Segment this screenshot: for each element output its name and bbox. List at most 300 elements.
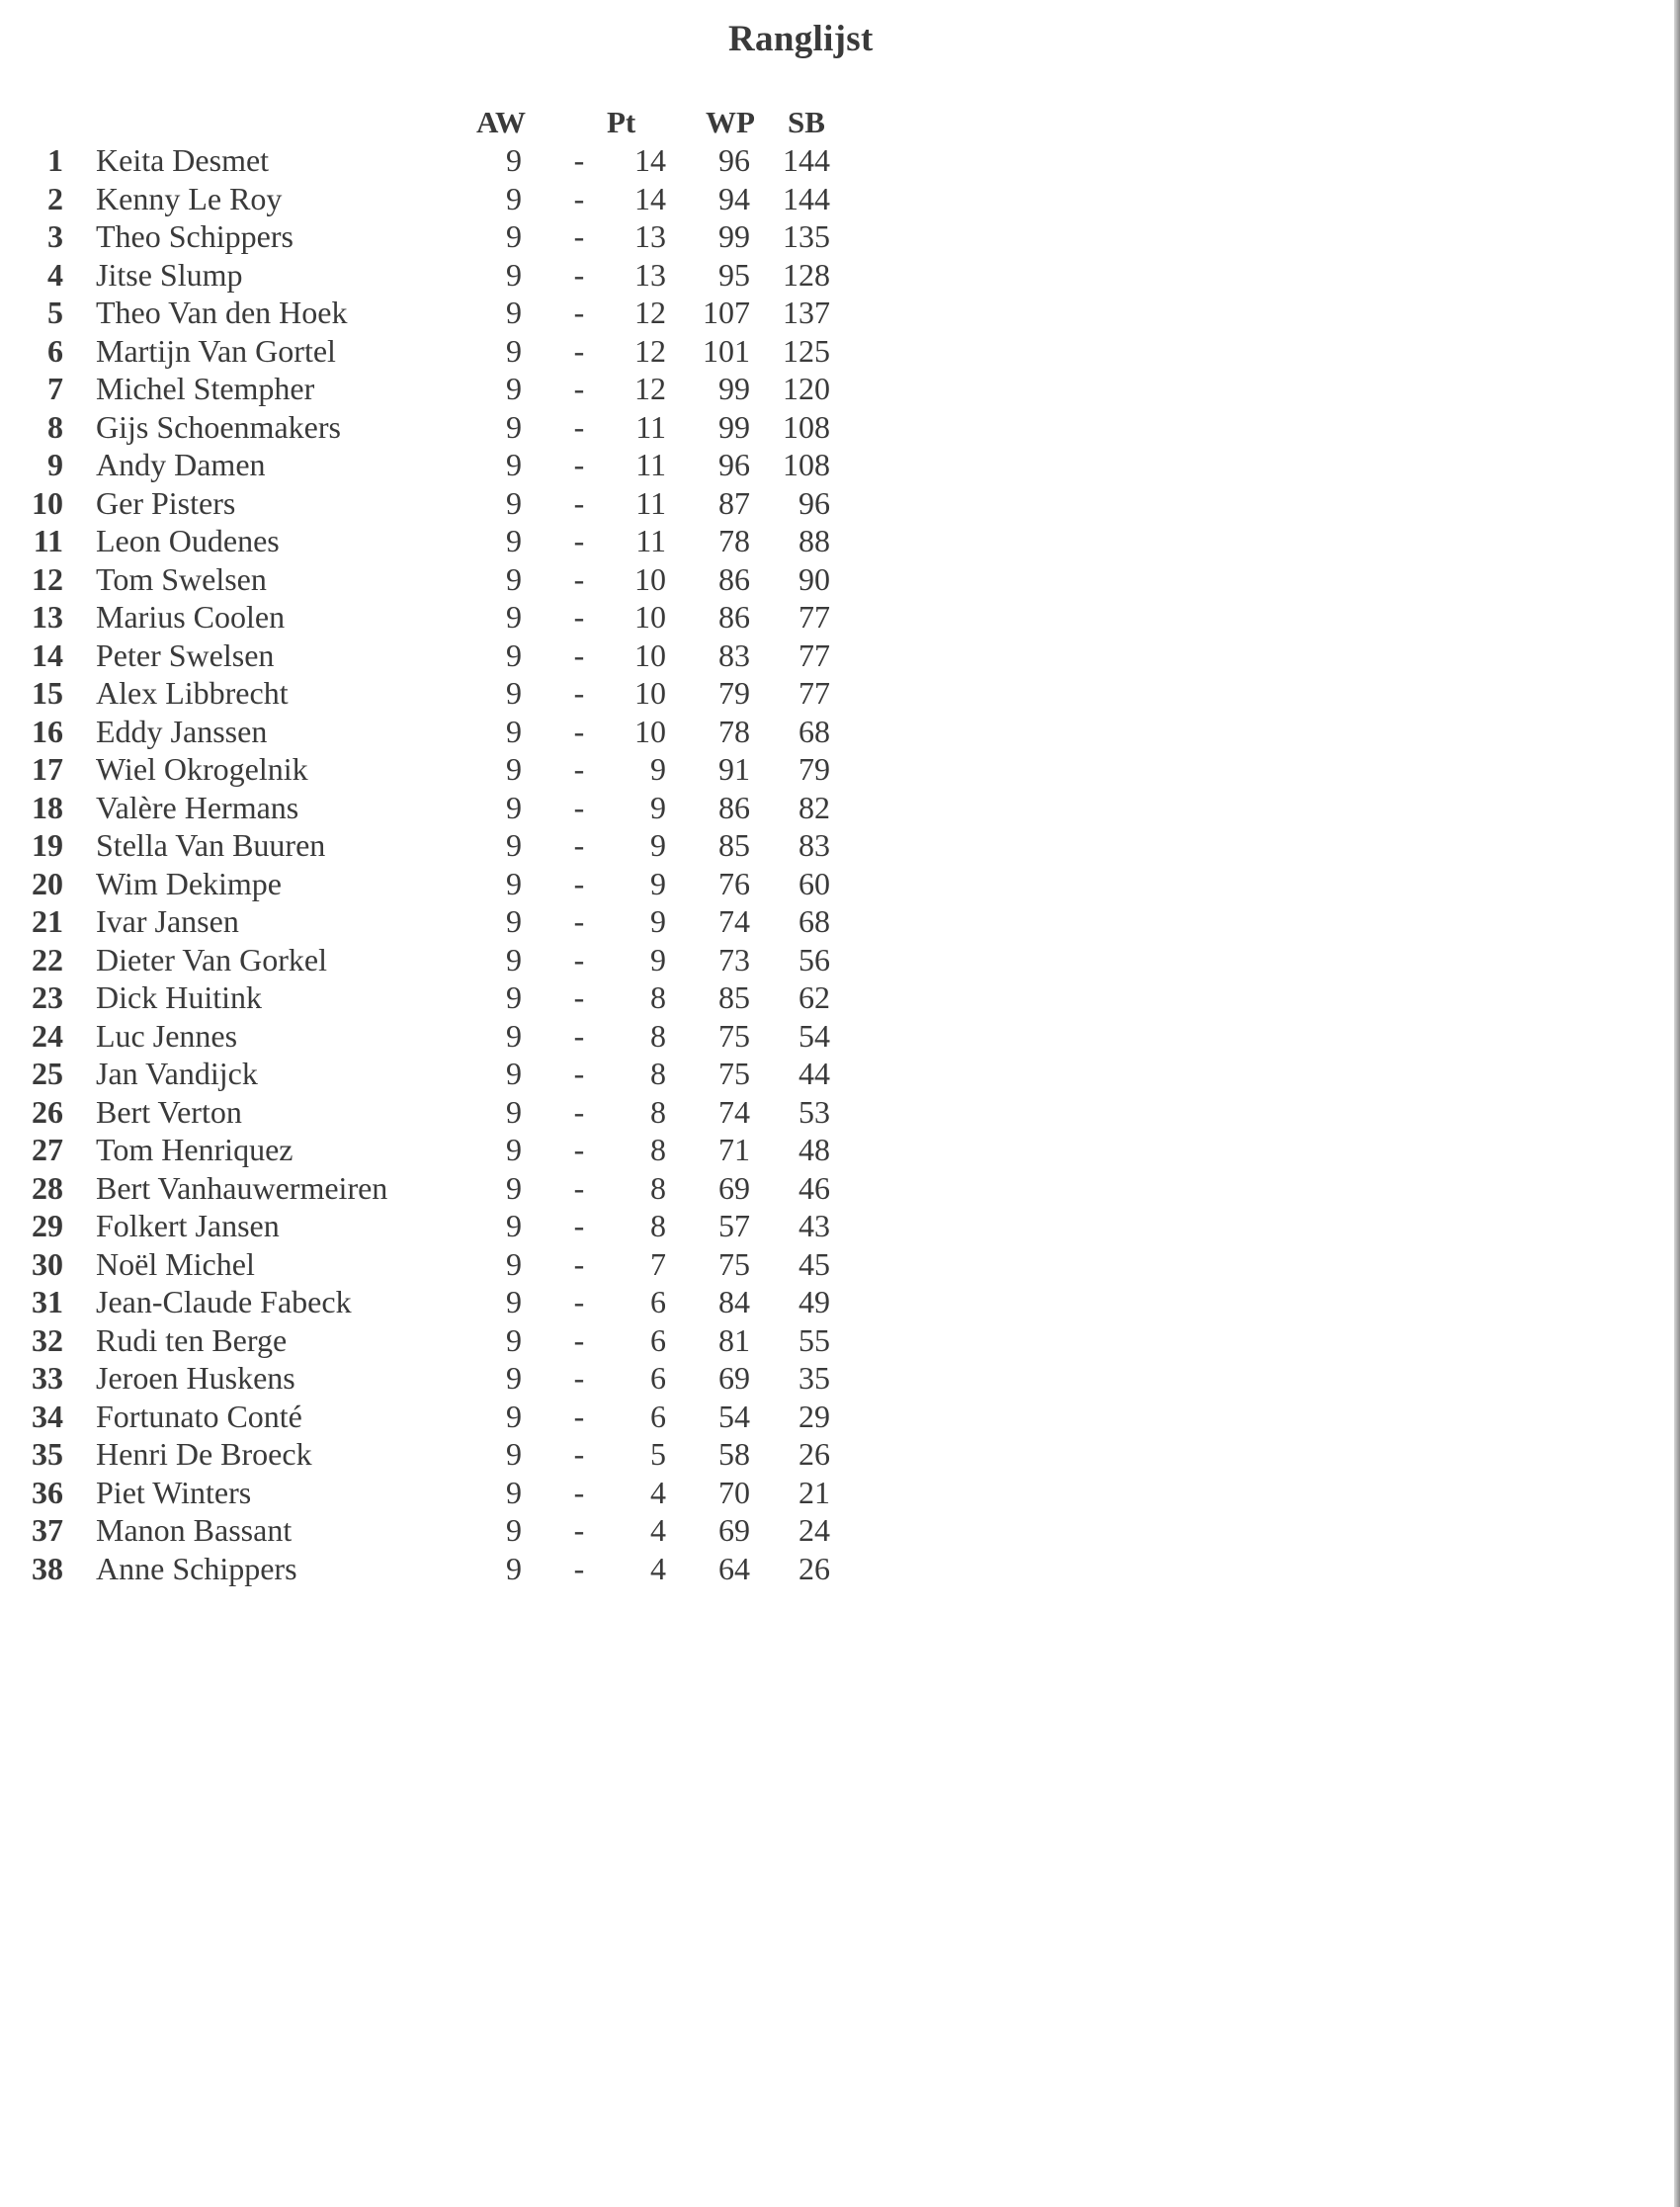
rank-cell: 30	[32, 1245, 63, 1282]
separator-dash: -	[573, 941, 585, 977]
rank-cell: 27	[32, 1132, 63, 1167]
player-name: Jan Vandijck	[96, 1056, 258, 1091]
rank-cell: 25	[32, 1056, 63, 1091]
wp-cell: 101	[703, 332, 750, 369]
pt-cell: 12	[634, 295, 666, 330]
sb-cell: 108	[783, 408, 830, 445]
table-row	[0, 370, 889, 408]
player-name: Eddy Janssen	[96, 713, 268, 749]
table-row	[0, 1093, 889, 1132]
sb-cell: 128	[783, 256, 830, 293]
separator-dash: -	[573, 637, 585, 673]
wp-cell: 78	[718, 713, 750, 749]
sb-cell: 43	[798, 1208, 830, 1243]
table-row	[0, 674, 889, 713]
aw-cell: 9	[506, 1132, 522, 1167]
table-row	[0, 789, 889, 827]
aw-cell: 9	[506, 751, 522, 787]
aw-cell: 9	[506, 1436, 522, 1472]
sb-cell: 29	[798, 1398, 830, 1434]
table-row	[0, 141, 889, 180]
rank-cell: 17	[32, 751, 63, 787]
pt-cell: 8	[650, 1169, 666, 1206]
wp-cell: 76	[718, 865, 750, 901]
wp-cell: 99	[718, 408, 750, 445]
pt-cell: 8	[650, 1093, 666, 1130]
aw-cell: 9	[506, 1321, 522, 1358]
aw-cell: 9	[506, 599, 522, 635]
pt-cell: 10	[634, 599, 666, 635]
rank-cell: 24	[32, 1017, 63, 1054]
player-name: Theo Schippers	[96, 218, 294, 254]
rank-cell: 26	[32, 1093, 63, 1130]
pt-cell: 8	[650, 1208, 666, 1243]
rank-cell: 6	[47, 332, 63, 369]
sb-cell: 56	[798, 941, 830, 977]
aw-cell: 9	[506, 295, 522, 330]
sb-cell: 53	[798, 1093, 830, 1130]
rank-cell: 10	[32, 484, 63, 521]
player-name: Gijs Schoenmakers	[96, 408, 341, 445]
sb-cell: 90	[798, 560, 830, 597]
sb-cell: 68	[798, 903, 830, 939]
aw-cell: 9	[506, 941, 522, 977]
rank-cell: 1	[47, 142, 63, 178]
wp-cell: 91	[718, 751, 750, 787]
player-name: Jeroen Huskens	[96, 1360, 295, 1396]
wp-cell: 86	[718, 560, 750, 597]
wp-cell: 71	[718, 1132, 750, 1167]
aw-cell: 9	[506, 827, 522, 863]
aw-cell: 9	[506, 1550, 522, 1586]
rank-cell: 34	[32, 1398, 63, 1434]
aw-cell: 9	[506, 1398, 522, 1434]
wp-cell: 84	[718, 1284, 750, 1319]
pt-cell: 6	[650, 1398, 666, 1434]
wp-cell: 75	[718, 1056, 750, 1091]
sb-cell: 77	[798, 599, 830, 635]
player-name: Andy Damen	[96, 447, 266, 482]
aw-cell: 9	[506, 865, 522, 901]
player-name: Valère Hermans	[96, 789, 299, 825]
separator-dash: -	[573, 332, 585, 369]
aw-cell: 9	[506, 560, 522, 597]
sb-cell: 77	[798, 675, 830, 711]
player-name: Marius Coolen	[96, 599, 286, 635]
aw-cell: 9	[506, 447, 522, 482]
wp-cell: 57	[718, 1208, 750, 1243]
separator-dash: -	[573, 447, 585, 482]
pt-cell: 4	[650, 1550, 666, 1586]
aw-cell: 9	[506, 713, 522, 749]
wp-cell: 54	[718, 1398, 750, 1434]
aw-cell: 9	[506, 903, 522, 939]
table-row	[0, 522, 889, 560]
table-row	[0, 256, 889, 295]
pt-cell: 8	[650, 1017, 666, 1054]
wp-cell: 73	[718, 941, 750, 977]
separator-dash: -	[573, 713, 585, 749]
table-row	[0, 1321, 889, 1360]
rank-cell: 36	[32, 1474, 63, 1510]
player-name: Ger Pisters	[96, 484, 236, 521]
wp-cell: 75	[718, 1245, 750, 1282]
separator-dash: -	[573, 1360, 585, 1396]
separator-dash: -	[573, 523, 585, 558]
player-name: Piet Winters	[96, 1474, 252, 1510]
rank-cell: 9	[47, 447, 63, 482]
separator-dash: -	[573, 1169, 585, 1206]
rank-cell: 4	[47, 256, 63, 293]
table-row	[0, 180, 889, 218]
table-row	[0, 1435, 889, 1474]
separator-dash: -	[573, 865, 585, 901]
player-name: Jean-Claude Fabeck	[96, 1284, 352, 1319]
wp-cell: 69	[718, 1360, 750, 1396]
rank-cell: 18	[32, 789, 63, 825]
pt-cell: 12	[634, 332, 666, 369]
separator-dash: -	[573, 1017, 585, 1054]
column-header-aw: AW	[476, 105, 526, 139]
sb-cell: 144	[783, 180, 830, 216]
rank-cell: 28	[32, 1169, 63, 1206]
aw-cell: 9	[506, 1056, 522, 1091]
aw-cell: 9	[506, 1284, 522, 1319]
player-name: Luc Jennes	[96, 1017, 238, 1054]
table-row	[0, 941, 889, 979]
separator-dash: -	[573, 1208, 585, 1243]
player-name: Henri De Broeck	[96, 1436, 312, 1472]
aw-cell: 9	[506, 408, 522, 445]
rank-cell: 3	[47, 218, 63, 254]
rank-cell: 13	[32, 599, 63, 635]
wp-cell: 69	[718, 1512, 750, 1548]
sb-cell: 108	[783, 447, 830, 482]
pt-cell: 13	[634, 218, 666, 254]
rank-cell: 11	[33, 523, 63, 558]
rank-cell: 2	[47, 180, 63, 216]
sb-cell: 26	[798, 1550, 830, 1586]
sb-cell: 45	[798, 1245, 830, 1282]
scanned-page-edge	[1674, 0, 1680, 2207]
sb-cell: 83	[798, 827, 830, 863]
player-name: Leon Oudenes	[96, 523, 280, 558]
aw-cell: 9	[506, 256, 522, 293]
player-name: Folkert Jansen	[96, 1208, 280, 1243]
player-name: Alex Libbrecht	[96, 675, 289, 711]
player-name: Wim Dekimpe	[96, 865, 282, 901]
sb-cell: 120	[783, 371, 830, 406]
rank-cell: 37	[32, 1512, 63, 1548]
rank-cell: 38	[32, 1550, 63, 1586]
wp-cell: 86	[718, 599, 750, 635]
pt-cell: 14	[634, 142, 666, 178]
wp-cell: 99	[718, 371, 750, 406]
sb-cell: 125	[783, 332, 830, 369]
sb-cell: 137	[783, 295, 830, 330]
separator-dash: -	[573, 675, 585, 711]
separator-dash: -	[573, 789, 585, 825]
pt-cell: 9	[650, 789, 666, 825]
sb-cell: 135	[783, 218, 830, 254]
wp-cell: 79	[718, 675, 750, 711]
sb-cell: 60	[798, 865, 830, 901]
table-row	[0, 560, 889, 599]
separator-dash: -	[573, 371, 585, 406]
table-row	[0, 865, 889, 903]
pt-cell: 9	[650, 751, 666, 787]
player-name: Tom Henriquez	[96, 1132, 294, 1167]
wp-cell: 70	[718, 1474, 750, 1510]
aw-cell: 9	[506, 332, 522, 369]
player-name: Theo Van den Hoek	[96, 295, 348, 330]
wp-cell: 83	[718, 637, 750, 673]
player-name: Tom Swelsen	[96, 560, 267, 597]
separator-dash: -	[573, 256, 585, 293]
table-row	[0, 1131, 889, 1169]
rank-cell: 29	[32, 1208, 63, 1243]
sb-cell: 88	[798, 523, 830, 558]
table-row	[0, 1017, 889, 1056]
rank-cell: 20	[32, 865, 63, 901]
player-name: Noël Michel	[96, 1245, 255, 1282]
sb-cell: 44	[798, 1056, 830, 1091]
sb-cell: 26	[798, 1436, 830, 1472]
pt-cell: 12	[634, 371, 666, 406]
table-row	[0, 1283, 889, 1321]
player-name: Wiel Okrogelnik	[96, 751, 308, 787]
wp-cell: 86	[718, 789, 750, 825]
column-header-pt: Pt	[607, 105, 636, 139]
sb-cell: 77	[798, 637, 830, 673]
player-name: Anne Schippers	[96, 1550, 297, 1586]
sb-cell: 68	[798, 713, 830, 749]
rank-cell: 33	[32, 1360, 63, 1396]
rank-cell: 22	[32, 941, 63, 977]
table-row	[0, 484, 889, 523]
separator-dash: -	[573, 827, 585, 863]
table-row	[0, 637, 889, 675]
wp-cell: 96	[718, 142, 750, 178]
sb-cell: 48	[798, 1132, 830, 1167]
rank-cell: 16	[32, 713, 63, 749]
player-name: Kenny Le Roy	[96, 180, 283, 216]
separator-dash: -	[573, 295, 585, 330]
pt-cell: 9	[650, 941, 666, 977]
pt-cell: 13	[634, 256, 666, 293]
table-row	[0, 1474, 889, 1512]
separator-dash: -	[573, 180, 585, 216]
separator-dash: -	[573, 560, 585, 597]
table-row	[0, 1550, 889, 1588]
pt-cell: 9	[650, 903, 666, 939]
table-row	[0, 750, 889, 789]
player-name: Jitse Slump	[96, 256, 243, 293]
sb-cell: 54	[798, 1017, 830, 1054]
separator-dash: -	[573, 142, 585, 178]
rank-cell: 8	[47, 408, 63, 445]
pt-cell: 10	[634, 713, 666, 749]
wp-cell: 87	[718, 484, 750, 521]
separator-dash: -	[573, 1321, 585, 1358]
sb-cell: 24	[798, 1512, 830, 1548]
sb-cell: 62	[798, 979, 830, 1015]
aw-cell: 9	[506, 1169, 522, 1206]
sb-cell: 49	[798, 1284, 830, 1319]
pt-cell: 5	[650, 1436, 666, 1472]
wp-cell: 85	[718, 827, 750, 863]
table-row	[0, 1511, 889, 1550]
separator-dash: -	[573, 1436, 585, 1472]
pt-cell: 7	[650, 1245, 666, 1282]
separator-dash: -	[573, 408, 585, 445]
sb-cell: 35	[798, 1360, 830, 1396]
table-row	[0, 902, 889, 941]
wp-cell: 99	[718, 218, 750, 254]
wp-cell: 81	[718, 1321, 750, 1358]
pt-cell: 10	[634, 560, 666, 597]
wp-cell: 95	[718, 256, 750, 293]
rank-cell: 7	[47, 371, 63, 406]
player-name: Bert Vanhauwermeiren	[96, 1169, 388, 1206]
table-row	[0, 294, 889, 332]
separator-dash: -	[573, 751, 585, 787]
ranking-table	[0, 141, 889, 1587]
wp-cell: 85	[718, 979, 750, 1015]
table-row	[0, 713, 889, 751]
aw-cell: 9	[506, 675, 522, 711]
table-row	[0, 1359, 889, 1398]
wp-cell: 74	[718, 1093, 750, 1130]
pt-cell: 8	[650, 1056, 666, 1091]
pt-cell: 6	[650, 1284, 666, 1319]
rank-cell: 12	[32, 560, 63, 597]
table-row	[0, 1169, 889, 1208]
aw-cell: 9	[506, 371, 522, 406]
separator-dash: -	[573, 1512, 585, 1548]
player-name: Martijn Van Gortel	[96, 332, 336, 369]
player-name: Dick Huitink	[96, 979, 262, 1015]
aw-cell: 9	[506, 1208, 522, 1243]
aw-cell: 9	[506, 1093, 522, 1130]
player-name: Rudi ten Berge	[96, 1321, 288, 1358]
pt-cell: 11	[635, 447, 666, 482]
pt-cell: 9	[650, 827, 666, 863]
player-name: Dieter Van Gorkel	[96, 941, 327, 977]
sb-cell: 96	[798, 484, 830, 521]
wp-cell: 75	[718, 1017, 750, 1054]
pt-cell: 6	[650, 1360, 666, 1396]
wp-cell: 96	[718, 447, 750, 482]
separator-dash: -	[573, 1398, 585, 1434]
table-row	[0, 1245, 889, 1284]
rank-cell: 23	[32, 979, 63, 1015]
pt-cell: 14	[634, 180, 666, 216]
aw-cell: 9	[506, 1512, 522, 1548]
sb-cell: 79	[798, 751, 830, 787]
rank-cell: 15	[32, 675, 63, 711]
player-name: Stella Van Buuren	[96, 827, 326, 863]
player-name: Keita Desmet	[96, 142, 270, 178]
aw-cell: 9	[506, 789, 522, 825]
sb-cell: 82	[798, 789, 830, 825]
aw-cell: 9	[506, 523, 522, 558]
separator-dash: -	[573, 1093, 585, 1130]
table-row	[0, 826, 889, 865]
wp-cell: 64	[718, 1550, 750, 1586]
rank-cell: 5	[47, 295, 63, 330]
pt-cell: 10	[634, 675, 666, 711]
pt-cell: 4	[650, 1474, 666, 1510]
table-row	[0, 598, 889, 637]
aw-cell: 9	[506, 1245, 522, 1282]
aw-cell: 9	[506, 979, 522, 1015]
pt-cell: 8	[650, 979, 666, 1015]
player-name: Bert Verton	[96, 1093, 242, 1130]
table-row	[0, 408, 889, 447]
aw-cell: 9	[506, 1474, 522, 1510]
pt-cell: 8	[650, 1132, 666, 1167]
separator-dash: -	[573, 979, 585, 1015]
pt-cell: 11	[635, 408, 666, 445]
player-name: Ivar Jansen	[96, 903, 239, 939]
table-row	[0, 978, 889, 1017]
aw-cell: 9	[506, 1360, 522, 1396]
table-row	[0, 217, 889, 256]
sb-cell: 55	[798, 1321, 830, 1358]
separator-dash: -	[573, 599, 585, 635]
pt-cell: 6	[650, 1321, 666, 1358]
sb-cell: 21	[798, 1474, 830, 1510]
player-name: Peter Swelsen	[96, 637, 275, 673]
separator-dash: -	[573, 1132, 585, 1167]
separator-dash: -	[573, 1245, 585, 1282]
rank-cell: 31	[32, 1284, 63, 1319]
separator-dash: -	[573, 484, 585, 521]
pt-cell: 4	[650, 1512, 666, 1548]
player-name: Manon Bassant	[96, 1512, 293, 1548]
aw-cell: 9	[506, 1017, 522, 1054]
separator-dash: -	[573, 1550, 585, 1586]
column-header-sb: SB	[788, 105, 825, 139]
column-header-wp: WP	[706, 105, 755, 139]
separator-dash: -	[573, 903, 585, 939]
aw-cell: 9	[506, 484, 522, 521]
page-title: Ranglijst	[728, 19, 874, 59]
separator-dash: -	[573, 218, 585, 254]
table-row	[0, 1207, 889, 1245]
pt-cell: 11	[635, 523, 666, 558]
table-row	[0, 1055, 889, 1093]
table-row	[0, 446, 889, 484]
pt-cell: 11	[635, 484, 666, 521]
aw-cell: 9	[506, 637, 522, 673]
aw-cell: 9	[506, 142, 522, 178]
aw-cell: 9	[506, 218, 522, 254]
rank-cell: 19	[32, 827, 63, 863]
rank-cell: 14	[32, 637, 63, 673]
aw-cell: 9	[506, 180, 522, 216]
table-row	[0, 1398, 889, 1436]
wp-cell: 78	[718, 523, 750, 558]
wp-cell: 58	[718, 1436, 750, 1472]
wp-cell: 94	[718, 180, 750, 216]
sb-cell: 46	[798, 1169, 830, 1206]
sb-cell: 144	[783, 142, 830, 178]
wp-cell: 74	[718, 903, 750, 939]
rank-cell: 32	[32, 1321, 63, 1358]
separator-dash: -	[573, 1474, 585, 1510]
